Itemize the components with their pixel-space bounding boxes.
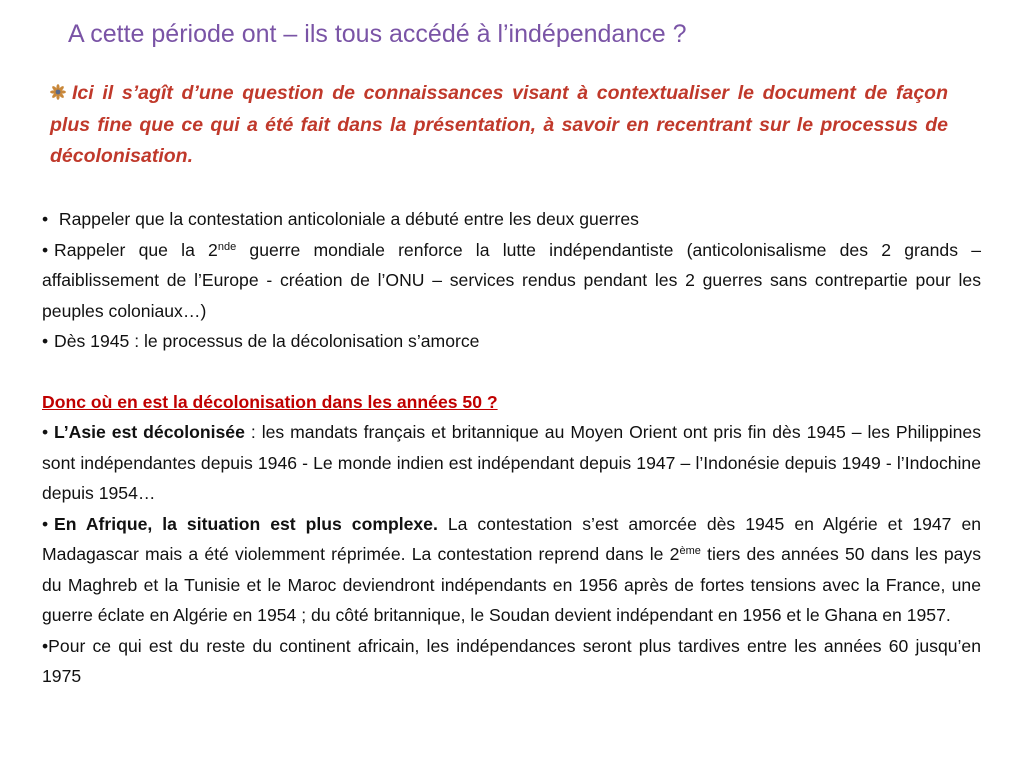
intro-text: Ici il s’agît d’une question de connaissances visant à contextualiser le document de façon plus fine que ce qui a été fait dans la présentation, à savoir en recentrant sur le processus de décolonisation. [50, 82, 948, 167]
point-text-continued: guerre mondiale renforce la lutte indépendantiste (anticolonisalisme des 2 grands –affaiblissement de l’Europe - création de l’ONU – services rendus pendant les 2 guerres sans contrepartie pour les peuples coloniaux…) [42, 239, 981, 321]
point-text: La contestation s’est amorcée dès 1945 en Algérie et 1947 en Madagascar mais a été violemment réprimée. La contestation reprend dans le 2 [42, 513, 982, 564]
superscript: ème [679, 545, 701, 557]
bullet-marker: • [42, 331, 49, 351]
point-seconde-guerre [42, 235, 981, 327]
intro-paragraph [50, 78, 948, 173]
point-text: Rappeler que la contestation anticoloniale a débuté entre les deux guerres [58, 209, 639, 229]
spacer [42, 357, 981, 387]
point-bold-lead: En Afrique, la situation est plus complexe. [54, 513, 438, 534]
point-contestation [42, 204, 981, 235]
bullet-marker: • [42, 513, 49, 534]
superscript: nde [217, 240, 237, 253]
point-1945 [42, 326, 981, 357]
bullet-marker: • [42, 635, 49, 656]
flower-bullet-icon [50, 79, 66, 95]
content-body [42, 204, 981, 692]
point-text: Rappeler que la 2 [54, 239, 218, 260]
point-afrique [42, 509, 981, 631]
slide-title: A cette période ont – ils tous accédé à l’indépendance ? [68, 20, 687, 48]
point-text-continued: tiers des années 50 dans les pays du Maghreb et la Tunisie et le Maroc deviendront indépendants en 1956 après de fortes tensions avec la France, une guerre éclate en Algérie en 1954 ; du côté britannique, le Soudan devient indépendant en 1956 et le Ghana en 1957. [42, 544, 981, 625]
bullet-marker: • [42, 422, 49, 442]
bullet-marker: • [42, 239, 49, 260]
bullet-marker: • [42, 209, 49, 229]
point-asie [42, 417, 981, 509]
point-text: Dès 1945 : le processus de la décolonisation s’amorce [54, 331, 480, 351]
point-text: : les mandats français et britannique au Moyen Orient ont pris fin dès 1945 – les Philippines sont indépendantes depuis 1946 - Le monde indien est indépendant depuis 1947 – l’Indonésie depuis 1949 - l’Indochine depuis 1954… [42, 422, 981, 503]
point-bold-lead: L’Asie est décolonisée [54, 422, 245, 442]
point-text: Pour ce qui est du reste du continent africain, les indépendances seront plus tardives entre les années 60 jusqu’en 1975 [42, 635, 981, 686]
point-reste-afrique [42, 631, 981, 692]
section-heading: Donc où en est la décolonisation dans les années 50 ? [42, 391, 498, 412]
